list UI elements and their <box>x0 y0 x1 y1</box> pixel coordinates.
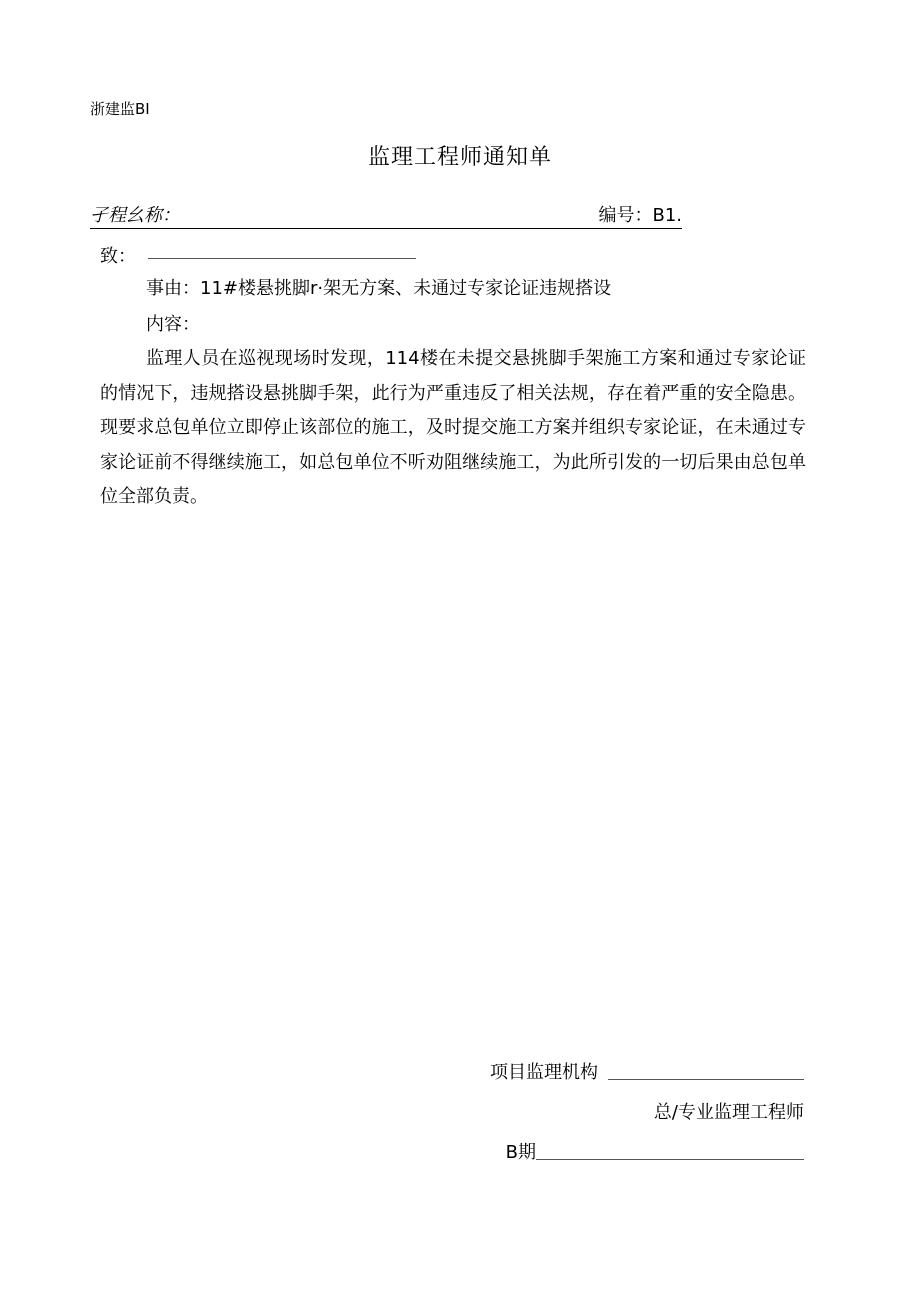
document-title: 监理工程师通知单 <box>367 145 552 170</box>
signature-date-row <box>506 1138 804 1164</box>
project-name-label: 孑程幺称： <box>90 205 180 226</box>
date-label: B期 <box>505 1142 536 1163</box>
content-label: 内容： <box>146 314 200 335</box>
date-blank-line <box>536 1159 804 1160</box>
recipient-label: 致： <box>100 246 136 267</box>
signature-engineer-row <box>654 1098 804 1124</box>
document-number-label: 编号：B1. <box>598 205 682 226</box>
subject-line: 事由：11#楼悬挑脚r·架无方案、未通过专家论证违规搭设 <box>146 278 612 299</box>
supervision-org-label: 项目监理机构 <box>490 1062 598 1083</box>
notice-body: 监理人员在巡视现场时发现，114楼在未提交悬挑脚手架施工方案和通过专家论证的情况下，违规搭设悬挑脚手架，此行为严重违反了相关法规，存在着严重的安全隐患。现要求总包单位立即停止该部位的施工，及时提交施工方案并组织专家论证，在未通过专家论证前不得继续施工，如总包单位不听劝阻继续施工，为此所引发的一切后果由总包单位全部负责。 <box>100 348 806 507</box>
form-code: 浙建监BI <box>90 100 150 118</box>
header-row <box>90 202 682 229</box>
recipient-blank-line <box>148 258 416 259</box>
engineer-label: 总/专业监理工程师 <box>653 1102 804 1123</box>
supervision-org-blank-line <box>608 1079 804 1080</box>
signature-org-row <box>490 1058 804 1084</box>
